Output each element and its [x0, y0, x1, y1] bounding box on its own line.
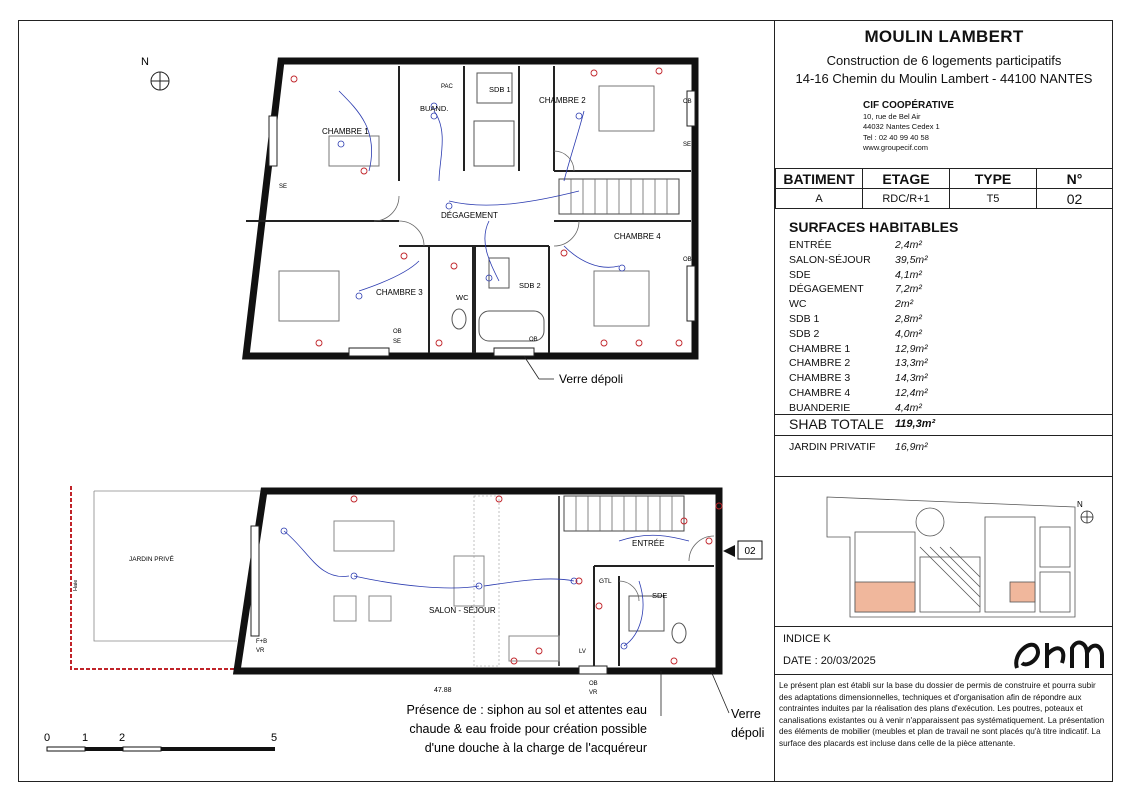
shower-note-line3: d'une douche à la charge de l'acquéreur: [424, 741, 647, 755]
room-jardin: JARDIN PRIVÉ: [129, 556, 174, 563]
lower-callout-line2: dépoli: [731, 726, 765, 740]
architect-logo: [1007, 633, 1107, 673]
upper-callout-frosted-glass: Verre dépoli: [559, 372, 624, 386]
compass-label: N: [141, 56, 149, 68]
shab-total: [775, 414, 1113, 436]
lot-marker-number: 02: [744, 546, 756, 557]
lot-highlight: [855, 582, 915, 612]
company-name: CIF COOPÉRATIVE: [863, 100, 954, 111]
room-sdb1: SDB 1: [489, 85, 511, 94]
shab-total-value: 119,3m²: [895, 418, 936, 430]
scale-tick: 1: [82, 732, 89, 744]
room-buanderie: BUAND.: [420, 104, 449, 113]
room-chambre2: CHAMBRE 2: [539, 96, 586, 105]
room-sde: SDE: [652, 591, 668, 600]
scale-tick: 5: [271, 732, 278, 744]
compass-small-icon: [1077, 500, 1093, 523]
window-note: OB: [529, 337, 538, 343]
window-note: OB: [393, 329, 402, 335]
garden-row: [789, 441, 928, 453]
lot-header: N°: [1037, 169, 1113, 189]
garden-value: 16,9m²: [895, 441, 928, 453]
scale-tick: 0: [44, 732, 51, 744]
room-sdb2: SDB 2: [519, 281, 541, 290]
window-note: SE: [393, 339, 402, 345]
lot-header: BATIMENT: [776, 169, 863, 189]
surface-row: DÉGAGEMENT 7,2m²: [789, 283, 922, 296]
room-pac: PAC: [441, 84, 453, 90]
floor-plans-drawing: [19, 21, 774, 781]
level-label: 47.88: [434, 687, 452, 694]
location-plan: [775, 476, 1113, 627]
window-note: SE: [683, 142, 692, 148]
lot-table: [775, 168, 1113, 209]
upper-floor-plan: [246, 61, 695, 386]
lot-value: T5: [950, 189, 1037, 209]
lot-header: TYPE: [950, 169, 1037, 189]
plan-sheet: [18, 20, 1113, 782]
surface-row: WC 2m²: [789, 298, 914, 311]
surface-row: CHAMBRE 1 12,9m²: [789, 342, 928, 355]
revision-date: DATE : 20/03/2025: [783, 655, 876, 667]
project-title: MOULIN LAMBERT: [864, 27, 1024, 46]
revision-block: [775, 626, 1113, 675]
room-chambre4: CHAMBRE 4: [614, 232, 661, 241]
room-chambre3: CHAMBRE 3: [376, 288, 423, 297]
room-entree: ENTRÉE: [632, 539, 665, 548]
window-note: F+B: [256, 639, 268, 645]
compass-icon: [141, 56, 169, 90]
company-website: www.groupecif.com: [863, 143, 929, 152]
disclaimer-text: Le présent plan est établi sur la base du dossier de permis de construire et pourra subir des adaptations dimensionnelles, techniques et d'organisation afin de répondre aux contraintes induites par la réalisation des plans d'exécution. Les poutres, poteaux et canalisations existantes ou à venir n'apparaissent pas systématiquement. La présentation des éléments de mobilier (meubles et plan de travail ne sont placés qu'à titre indicatif. La surface des placards est incluse dans celle de la pièce attenante.: [775, 674, 1113, 749]
lot-value: RDC/R+1: [863, 189, 950, 209]
window-note: OB: [683, 257, 692, 263]
window-note: VR: [589, 690, 598, 696]
surface-row: SDB 1 2,8m²: [789, 312, 922, 325]
project-subtitle: Construction de 6 logements participatifs: [826, 53, 1062, 68]
surface-row: SDB 2 4,0m²: [789, 327, 922, 340]
room-degagement: DÉGAGEMENT: [441, 211, 498, 220]
plans-area: [19, 21, 774, 781]
surface-row: CHAMBRE 2 13,3m²: [789, 357, 928, 370]
shab-total-label: SHAB TOTALE: [789, 416, 884, 432]
surface-row: SDE 4,1m²: [789, 268, 922, 281]
window-note: OB: [683, 99, 692, 105]
hedge-label: Haie: [73, 579, 79, 591]
surface-row: SALON-SÉJOUR 39,5m²: [789, 253, 928, 266]
lot-value: A: [776, 189, 863, 209]
company-address1: 10, rue de Bel Air: [863, 111, 921, 121]
shower-note-line2: chaude & eau froide pour création possible: [409, 722, 647, 736]
gtl-label: GTL: [599, 578, 612, 585]
room-chambre1: CHAMBRE 1: [322, 127, 369, 136]
scale-tick: 2: [119, 732, 126, 744]
surface-row: BUANDERIE 4,4m²: [789, 401, 922, 414]
lot-header: ETAGE: [863, 169, 950, 189]
shower-note-line1: Présence de : siphon au sol et attentes eau: [406, 703, 647, 717]
room-wc: WC: [456, 293, 469, 302]
surface-row: CHAMBRE 3 14,3m²: [789, 372, 928, 385]
company-address2: 44032 Nantes Cedex 1: [863, 122, 940, 131]
title-block: [774, 21, 1113, 781]
revision-index: INDICE K: [783, 633, 831, 645]
surface-row: ENTRÉE 2,4m²: [789, 239, 922, 251]
surfaces-list: [789, 219, 1109, 416]
window-note: LV: [579, 649, 586, 655]
lot-marker-arrow-icon: [723, 545, 735, 557]
company-block: [863, 101, 954, 154]
lower-callout-line1: Verre: [731, 707, 761, 721]
lot-value: 02: [1037, 189, 1113, 209]
lower-floor-plan: [71, 486, 764, 755]
window-note: VR: [256, 648, 265, 654]
company-phone: Tel : 02 40 99 40 58: [863, 132, 929, 142]
room-salon: SALON - SÉJOUR: [429, 606, 496, 615]
project-address: 14-16 Chemin du Moulin Lambert - 44100 NANTES: [795, 71, 1093, 86]
garden-label: JARDIN PRIVATIF: [789, 441, 876, 453]
surfaces-title: SURFACES HABITABLES: [789, 219, 959, 235]
compass-small-label: N: [1077, 500, 1083, 509]
window-note: SE: [279, 184, 288, 190]
location-plan-drawing: [775, 477, 1113, 627]
scale-bar: [44, 732, 277, 751]
surface-row: CHAMBRE 4 12,4m²: [789, 386, 928, 399]
window-note: OB: [589, 681, 598, 687]
